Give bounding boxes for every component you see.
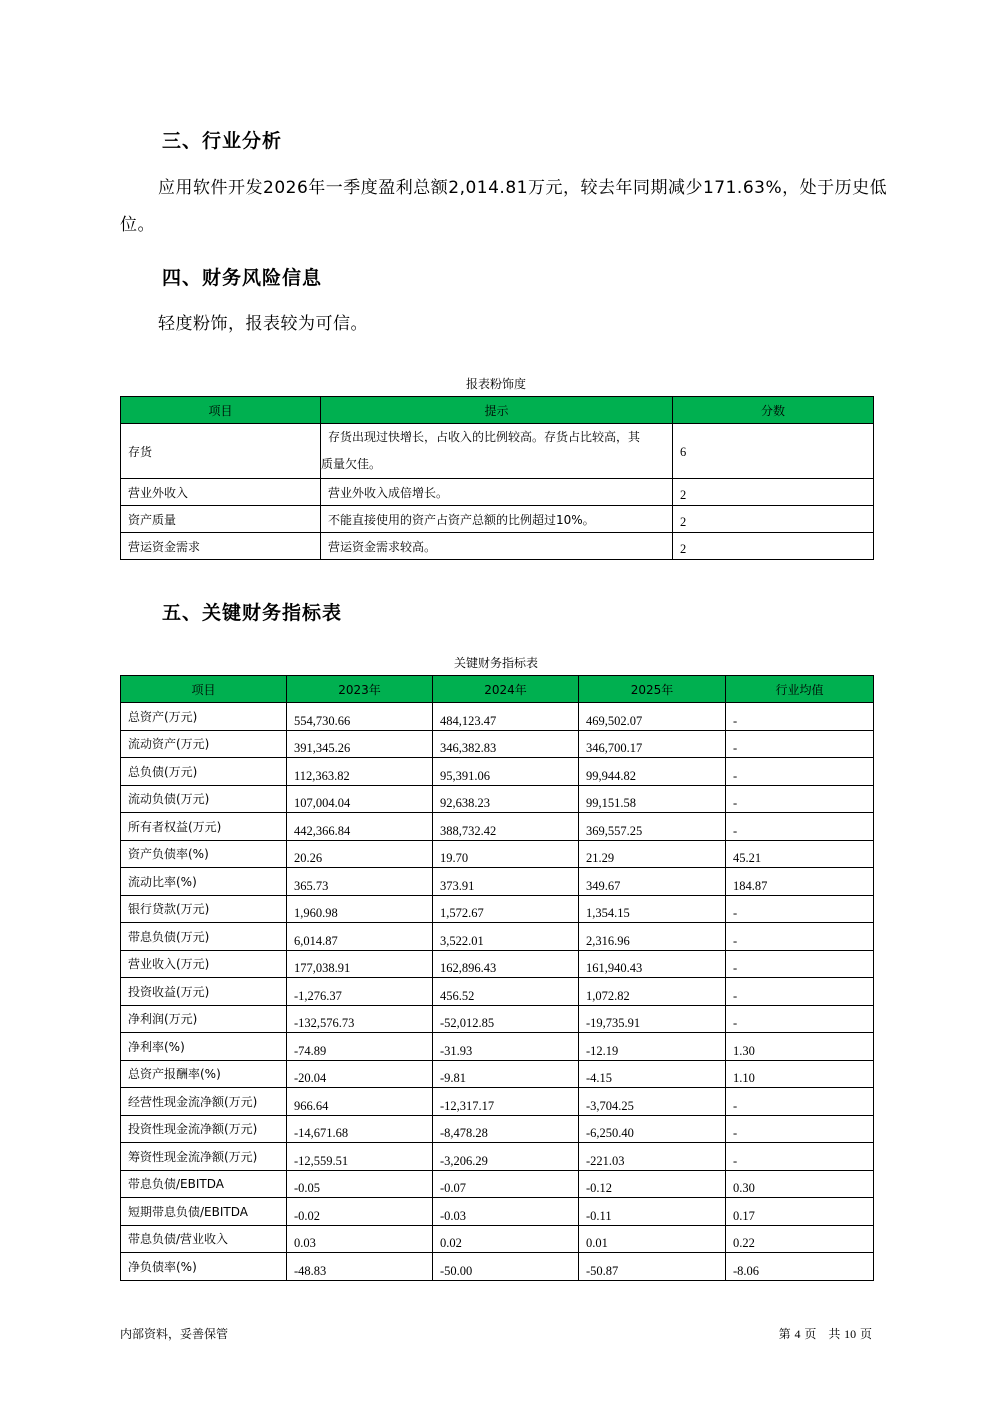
indicator-name: 总资产报酬率(%) [121, 1060, 287, 1088]
table-row [121, 1143, 874, 1171]
table-row [121, 840, 874, 868]
value-2024: 484,123.47 [433, 703, 579, 731]
value-2023: -0.05 [287, 1170, 433, 1198]
risk-score: 2 [673, 479, 874, 506]
section-heading-industry: 三、行业分析 [162, 130, 283, 152]
value-2024: 1,572.67 [433, 895, 579, 923]
value-2023: -12,559.51 [287, 1143, 433, 1171]
table-row [121, 895, 874, 923]
value-2024: 0.02 [433, 1225, 579, 1253]
industry-average: - [726, 1088, 874, 1116]
indicator-name: 投资收益(万元) [121, 978, 287, 1006]
industry-average: - [726, 923, 874, 951]
indicator-name: 带息负债/营业收入 [121, 1225, 287, 1253]
value-2024: -0.03 [433, 1198, 579, 1226]
industry-average: 1.30 [726, 1033, 874, 1061]
page-mid: 页 共 [804, 1327, 841, 1341]
table-row [121, 703, 874, 731]
risk-summary-paragraph: 轻度粉饰，报表较为可信。 [158, 314, 368, 334]
value-2023: 442,366.84 [287, 813, 433, 841]
industry-average: -8.06 [726, 1253, 874, 1281]
risk-score: 2 [673, 533, 874, 560]
page-total: 10 [844, 1327, 857, 1341]
table-row [121, 1088, 874, 1116]
table-row [121, 1060, 874, 1088]
value-2025: -0.11 [579, 1198, 726, 1226]
value-2024: 456.52 [433, 978, 579, 1006]
value-2023: -20.04 [287, 1060, 433, 1088]
value-2024: 95,391.06 [433, 758, 579, 786]
value-2025: 369,557.25 [579, 813, 726, 841]
industry-average: - [726, 730, 874, 758]
value-2025: 346,700.17 [579, 730, 726, 758]
table-row [121, 868, 874, 896]
value-2025: 161,940.43 [579, 950, 726, 978]
risk-table [120, 396, 874, 560]
risk-table-caption: 报表粉饰度 [465, 377, 526, 391]
table-row [121, 785, 874, 813]
industry-average: - [726, 785, 874, 813]
risk-hint: 不能直接使用的资产占资产总额的比例超过10%。 [321, 506, 673, 533]
value-2024: 388,732.42 [433, 813, 579, 841]
industry-average: - [726, 895, 874, 923]
industry-average: 45.21 [726, 840, 874, 868]
risk-item: 资产质量 [121, 506, 321, 533]
value-2023: 391,345.26 [287, 730, 433, 758]
indicator-name: 经营性现金流净额(万元) [121, 1088, 287, 1116]
value-2023: 107,004.04 [287, 785, 433, 813]
value-2023: -48.83 [287, 1253, 433, 1281]
value-2025: 21.29 [579, 840, 726, 868]
key-header-2024: 2024年 [433, 676, 579, 703]
table-row [121, 923, 874, 951]
value-2023: -74.89 [287, 1033, 433, 1061]
risk-hint-line: 存货出现过快增长，占收入的比例较高。存货占比较高，其 [328, 430, 641, 444]
industry-average: - [726, 1143, 874, 1171]
indicator-name: 净负债率(%) [121, 1253, 287, 1281]
indicator-name: 带息负债/EBITDA [121, 1170, 287, 1198]
table-row [121, 758, 874, 786]
table-row [121, 978, 874, 1006]
key-table-caption: 关键财务指标表 [453, 656, 538, 670]
indicator-name: 银行贷款(万元) [121, 895, 287, 923]
value-2023: -1,276.37 [287, 978, 433, 1006]
indicator-name: 营业收入(万元) [121, 950, 287, 978]
value-2023: 112,363.82 [287, 758, 433, 786]
industry-average: 0.22 [726, 1225, 874, 1253]
table-row [121, 730, 874, 758]
value-2024: -31.93 [433, 1033, 579, 1061]
table-row [121, 533, 874, 560]
risk-table-header-row [121, 397, 874, 424]
value-2023: 177,038.91 [287, 950, 433, 978]
value-2024: -52,012.85 [433, 1005, 579, 1033]
value-2024: 3,522.01 [433, 923, 579, 951]
risk-header-score: 分数 [673, 397, 874, 424]
indicator-name: 投资性现金流净额(万元) [121, 1115, 287, 1143]
industry-average: 184.87 [726, 868, 874, 896]
table-row [121, 1253, 874, 1281]
value-2023: 554,730.66 [287, 703, 433, 731]
value-2025: -3,704.25 [579, 1088, 726, 1116]
table-row [121, 950, 874, 978]
table-row [121, 1005, 874, 1033]
value-2025: -0.12 [579, 1170, 726, 1198]
value-2024: -9.81 [433, 1060, 579, 1088]
indicator-name: 资产负债率(%) [121, 840, 287, 868]
value-2023: 20.26 [287, 840, 433, 868]
risk-item: 存货 [121, 424, 321, 479]
industry-average: 0.17 [726, 1198, 874, 1226]
section-heading-key-indicators: 五、关键财务指标表 [162, 602, 343, 624]
value-2023: 1,960.98 [287, 895, 433, 923]
value-2024: -3,206.29 [433, 1143, 579, 1171]
value-2025: -50.87 [579, 1253, 726, 1281]
value-2025: -4.15 [579, 1060, 726, 1088]
risk-score: 2 [673, 506, 874, 533]
table-row [121, 506, 874, 533]
indicator-name: 净利率(%) [121, 1033, 287, 1061]
key-header-industry-avg: 行业均值 [726, 676, 874, 703]
risk-item: 营运资金需求 [121, 533, 321, 560]
industry-paragraph-line1: 应用软件开发2026年一季度盈利总额2,014.81万元，较去年同期减少171.63%，处于历史低 [158, 178, 888, 198]
value-2023: 6,014.87 [287, 923, 433, 951]
value-2024: 346,382.83 [433, 730, 579, 758]
table-row [121, 424, 874, 479]
value-2025: -19,735.91 [579, 1005, 726, 1033]
industry-average: - [726, 703, 874, 731]
value-2024: -50.00 [433, 1253, 579, 1281]
value-2025: 1,072.82 [579, 978, 726, 1006]
value-2024: 92,638.23 [433, 785, 579, 813]
indicator-name: 流动比率(%) [121, 868, 287, 896]
risk-hint-line: 质量欠佳。 [321, 457, 382, 471]
value-2024: -0.07 [433, 1170, 579, 1198]
value-2025: 0.01 [579, 1225, 726, 1253]
value-2025: 1,354.15 [579, 895, 726, 923]
key-indicators-table [120, 675, 874, 1281]
key-header-item: 项目 [121, 676, 287, 703]
key-table-header-row [121, 676, 874, 703]
value-2024: -12,317.17 [433, 1088, 579, 1116]
industry-average: - [726, 950, 874, 978]
value-2024: 162,896.43 [433, 950, 579, 978]
risk-header-hint: 提示 [321, 397, 673, 424]
value-2023: 966.64 [287, 1088, 433, 1116]
risk-header-item: 项目 [121, 397, 321, 424]
indicator-name: 筹资性现金流净额(万元) [121, 1143, 287, 1171]
indicator-name: 流动资产(万元) [121, 730, 287, 758]
footer-page-number [779, 1325, 872, 1342]
key-table-body [121, 703, 874, 1281]
indicator-name: 总资产(万元) [121, 703, 287, 731]
value-2025: 469,502.07 [579, 703, 726, 731]
key-header-2025: 2025年 [579, 676, 726, 703]
risk-hint [321, 424, 673, 479]
industry-average: - [726, 813, 874, 841]
table-row [121, 479, 874, 506]
industry-average: 1.10 [726, 1060, 874, 1088]
value-2024: -8,478.28 [433, 1115, 579, 1143]
value-2024: 19.70 [433, 840, 579, 868]
indicator-name: 带息负债(万元) [121, 923, 287, 951]
table-row [121, 1170, 874, 1198]
key-header-2023: 2023年 [287, 676, 433, 703]
table-row [121, 813, 874, 841]
industry-average: - [726, 1115, 874, 1143]
page-suffix: 页 [859, 1327, 872, 1341]
table-row [121, 1225, 874, 1253]
value-2025: -221.03 [579, 1143, 726, 1171]
risk-item: 营业外收入 [121, 479, 321, 506]
industry-average: - [726, 758, 874, 786]
risk-hint: 营业外收入成倍增长。 [321, 479, 673, 506]
indicator-name: 总负债(万元) [121, 758, 287, 786]
value-2023: -0.02 [287, 1198, 433, 1226]
industry-average: 0.30 [726, 1170, 874, 1198]
indicator-name: 流动负债(万元) [121, 785, 287, 813]
indicator-name: 短期带息负债/EBITDA [121, 1198, 287, 1226]
table-row [121, 1198, 874, 1226]
value-2023: 0.03 [287, 1225, 433, 1253]
section-heading-financial-risk: 四、财务风险信息 [162, 267, 323, 289]
value-2023: 365.73 [287, 868, 433, 896]
industry-average: - [726, 978, 874, 1006]
value-2024: 373.91 [433, 868, 579, 896]
footer-confidential-note: 内部资料，妥善保管 [120, 1327, 229, 1341]
value-2025: -12.19 [579, 1033, 726, 1061]
page-prefix: 第 [778, 1327, 791, 1341]
page-current: 4 [794, 1327, 801, 1341]
value-2025: 99,944.82 [579, 758, 726, 786]
indicator-name: 净利润(万元) [121, 1005, 287, 1033]
value-2023: -132,576.73 [287, 1005, 433, 1033]
indicator-name: 所有者权益(万元) [121, 813, 287, 841]
risk-score: 6 [673, 424, 874, 479]
table-row [121, 1115, 874, 1143]
industry-average: - [726, 1005, 874, 1033]
value-2025: 99,151.58 [579, 785, 726, 813]
industry-paragraph-line2: 位。 [120, 215, 155, 235]
value-2025: 2,316.96 [579, 923, 726, 951]
value-2023: -14,671.68 [287, 1115, 433, 1143]
value-2025: 349.67 [579, 868, 726, 896]
table-row [121, 1033, 874, 1061]
value-2025: -6,250.40 [579, 1115, 726, 1143]
risk-hint: 营运资金需求较高。 [321, 533, 673, 560]
